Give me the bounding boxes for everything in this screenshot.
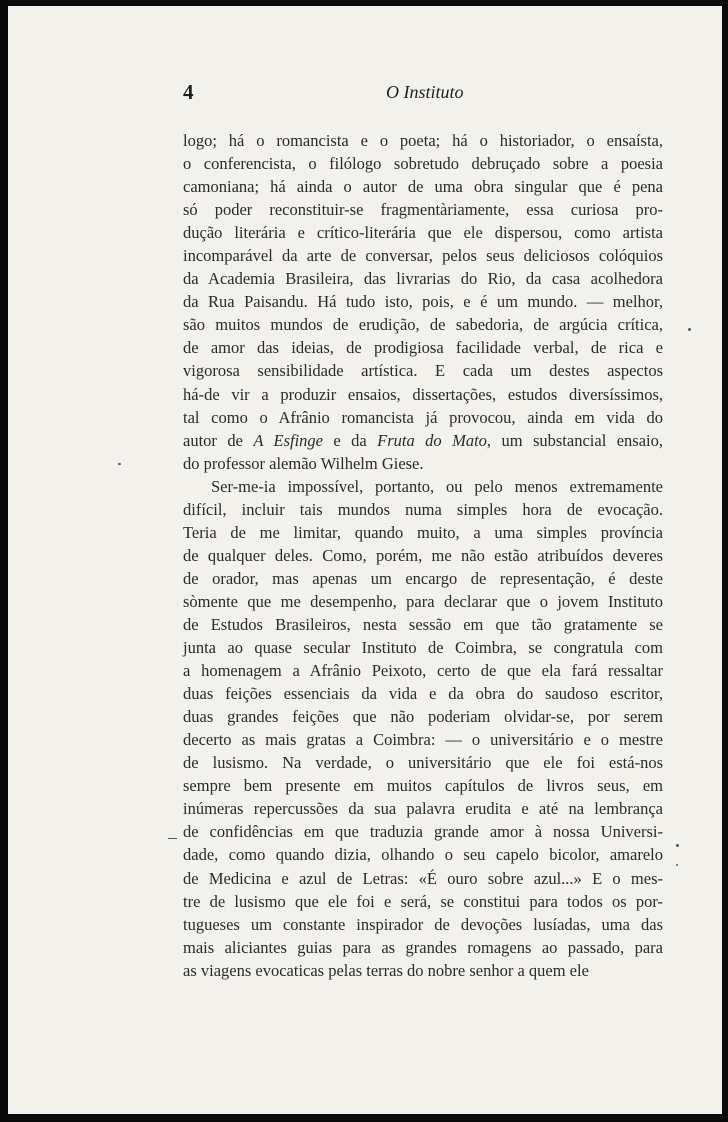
text-line	[183, 429, 663, 452]
text-line: de qualquer deles. Como, porém, me não estão atribuídos deveres	[183, 545, 663, 565]
book-title: A Esfinge	[253, 430, 324, 450]
text-line: de orador, mas apenas um encargo de representação, é deste	[183, 568, 663, 588]
text-line: dução literária e crítico-literária que ele dispersou, como artista	[183, 223, 663, 243]
text-line: duas grandes feições que não poderiam olvidar-se, por serem	[183, 707, 663, 727]
text-line: de amor das ideias, de prodigiosa facilidade verbal, de rica e	[183, 338, 663, 358]
text-line: da Rua Paisandu. Há tudo isto, pois, e é um mundo. — melhor,	[183, 292, 663, 312]
page-number: 4	[183, 80, 194, 104]
text-line: sòmente que me desempenho, para declarar que o jovem Instituto	[183, 591, 663, 611]
text-line: de lusismo. Na verdade, o universitário que ele foi está-nos	[183, 753, 663, 773]
text-run: e da	[323, 430, 378, 450]
text-line: junta ao quase secular Instituto de Coimbra, se congratula com	[183, 638, 663, 658]
print-speck	[688, 328, 691, 331]
text-line: difícil, incluir tais mundos numa simples hora de evocação.	[183, 499, 663, 519]
text-line: duas feições essenciais da vida e da obra do saudoso escritor,	[183, 684, 663, 704]
text-run: , um substancial ensaio,	[486, 430, 663, 450]
text-line: camoniana; há ainda o autor de uma obra singular que é pena	[183, 177, 663, 197]
text-line: Ser-me-ia impossível, portanto, ou pelo menos extremamente	[211, 476, 663, 496]
print-speck	[168, 838, 177, 839]
text-line: tre de lusismo que ele foi e será, se constitui para todos os por-	[183, 891, 663, 911]
page-sheet	[8, 6, 722, 1114]
text-line: tal como o Afrânio romancista já provocou, ainda em vida do	[183, 407, 663, 427]
text-line: dade, como quando dizia, olhando o seu capelo bicolor, amarelo	[183, 845, 663, 865]
text-line: são muitos mundos de erudição, de sabedoria, de argúcia crítica,	[183, 315, 663, 335]
text-line: vigorosa sensibilidade artística. E cada um destes aspectos	[183, 361, 663, 381]
text-line: do professor alemão Wilhelm Giese.	[183, 453, 424, 473]
text-line: tugueses um constante inspirador de devoções lusíadas, uma das	[183, 914, 663, 934]
text-line: logo; há o romancista e o poeta; há o historiador, o ensaísta,	[183, 131, 663, 150]
text-line: de confidências em que traduzia grande amor à nossa Universi-	[183, 822, 663, 842]
paragraph	[183, 475, 663, 982]
text-line: as viagens evocaticas pelas terras do nobre senhor a quem ele	[183, 960, 589, 980]
running-head	[183, 80, 683, 104]
text-line: decerto as mais gratas a Coimbra: — o universitário e o mestre	[183, 730, 663, 750]
text-line: Teria de me limitar, quando muito, a uma simples província	[183, 522, 663, 542]
text-line: o conferencista, o filólogo sobretudo debruçado sobre a poesia	[183, 154, 663, 174]
print-speck	[118, 463, 121, 465]
text-line: sempre bem presente em muitos capítulos de livros seus, em	[183, 776, 663, 796]
paragraph	[183, 129, 663, 475]
text-line: de Estudos Brasileiros, nesta sessão em que tão gratamente se	[183, 614, 663, 634]
text-line: mais aliciantes guias para as grandes romagens ao passado, para	[183, 937, 663, 957]
print-speck	[676, 844, 679, 847]
text-run: autor de	[183, 430, 254, 450]
text-line: a homenagem a Afrânio Peixoto, certo de que ela fará ressaltar	[183, 661, 663, 681]
journal-title: O Instituto	[386, 82, 464, 102]
text-line: da Academia Brasileira, das livrarias do Rio, da casa acolhedora	[183, 269, 663, 289]
text-line: inúmeras repercussões da sua palavra erudita e até na lembrança	[183, 799, 663, 819]
book-title: Fruta do Mato	[377, 430, 487, 450]
text-line: de Medicina e azul de Letras: «É ouro sobre azul...» E o mes-	[183, 868, 663, 888]
text-line: só poder reconstituir-se fragmentàriamente, essa curiosa pro-	[183, 200, 663, 220]
text-line: incomparável da arte de conversar, pelos seus deliciosos colóquios	[183, 246, 663, 266]
text-line: há-de vir a produzir ensaios, dissertações, estudos diversíssimos,	[183, 384, 663, 404]
print-speck	[676, 864, 678, 866]
body-text	[183, 129, 663, 982]
